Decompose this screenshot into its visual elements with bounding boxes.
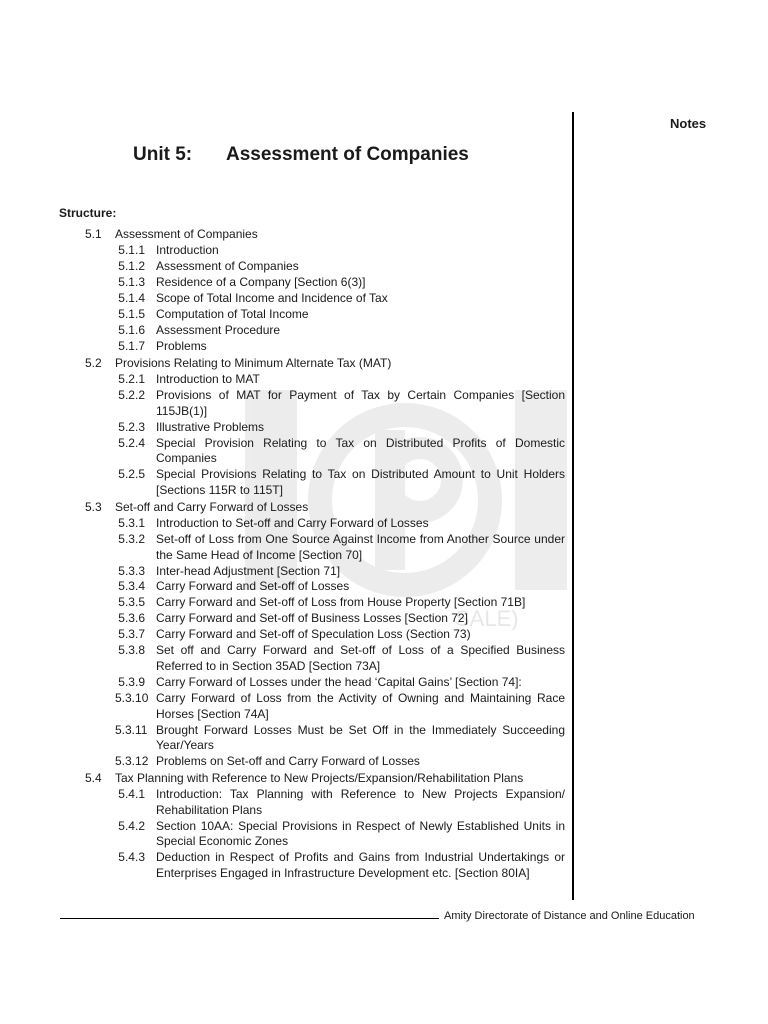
subsection-text: Introduction to MAT xyxy=(156,372,260,387)
subsection-text: Inter-head Adjustment [Section 71] xyxy=(156,563,341,578)
subsection-text: Assessment of Companies xyxy=(156,259,299,274)
subsection-text: Carry Forward of Losses under the head ‘Capital Gains’ [Section 74]: xyxy=(156,675,522,689)
subsection-number: 5.3.5 xyxy=(118,595,145,610)
unit-title: Assessment of Companies xyxy=(226,144,469,165)
subsection-number: 5.1.7 xyxy=(118,339,145,354)
subsection-text: Problems on Set-off and Carry Forward of Losses xyxy=(156,754,420,769)
subsection-item xyxy=(115,259,565,275)
subsection-number: 5.1.3 xyxy=(118,275,145,290)
subsection-item xyxy=(115,564,565,580)
subsection-number: 5.3.12 xyxy=(115,754,149,769)
subsection-number: 5.1.5 xyxy=(118,307,145,322)
section-title: Set-off and Carry Forward of Losses xyxy=(115,499,309,514)
subsection-text: Deduction in Respect of Profits and Gains from Industrial Undertakings or Enterprises Engaged in Infrastructure Development etc. [Section 80IA] xyxy=(156,850,565,880)
subsection-number: 5.4.1 xyxy=(118,787,145,802)
subsection-item xyxy=(115,691,565,722)
subsection-text: Set-off of Loss from One Source Against Income from Another Source under the Same Head of Income [Section 70] xyxy=(156,531,565,562)
subsection-text: Section 10AA: Special Provisions in Respect of Newly Established Units in Special Economic Zones xyxy=(156,818,565,849)
section-heading xyxy=(85,227,572,243)
subsection-item xyxy=(115,307,565,323)
subsection-number: 5.3.9 xyxy=(118,675,145,689)
section-heading xyxy=(85,356,572,372)
subsection-item xyxy=(115,643,565,674)
section-title: Assessment of Companies xyxy=(115,227,258,242)
subsection-text: Illustrative Problems xyxy=(156,419,265,434)
subsection-item xyxy=(115,850,565,881)
subsection-number: 5.1.1 xyxy=(118,243,145,258)
section-number: 5.4 xyxy=(85,771,102,786)
margin-rule xyxy=(572,112,574,900)
subsection-item xyxy=(115,275,565,291)
subsection-item xyxy=(115,243,565,259)
subsection-number: 5.2.1 xyxy=(118,372,145,387)
subsection-number: 5.3.11 xyxy=(115,722,148,737)
footer-text: Amity Directorate of Distance and Online Education xyxy=(444,910,695,922)
subsection-number: 5.3.3 xyxy=(118,563,145,578)
subsection-item xyxy=(115,291,565,307)
subsection-text: Carry Forward and Set-off of Speculation Loss (Section 73) xyxy=(156,627,471,642)
subsection-number: 5.1.6 xyxy=(118,323,145,338)
subsection-item xyxy=(115,787,565,818)
subsection-item xyxy=(115,467,565,498)
subsection-text: Carry Forward and Set-off of Losses xyxy=(156,579,350,594)
subsection-number: 5.1.2 xyxy=(118,259,145,274)
subsection-text: Carry Forward and Set-off of Loss from House Property [Section 71B] xyxy=(156,595,526,610)
structure-label: Structure: xyxy=(59,206,117,220)
subsection-text: Carry Forward of Loss from the Activity of Owning and Maintaining Race Horses [Section 74A] xyxy=(156,690,565,721)
section-heading xyxy=(85,771,572,787)
footer-rule xyxy=(60,918,439,919)
section-number: 5.1 xyxy=(85,227,102,242)
subsection-item xyxy=(115,532,565,563)
subsection-item xyxy=(115,675,565,691)
subsection-number: 5.3.2 xyxy=(118,531,145,546)
section-number: 5.3 xyxy=(85,499,102,514)
subsection-item xyxy=(115,723,565,754)
subsection-item xyxy=(115,819,565,850)
subsection-text: Set off and Carry Forward and Set-off of Loss of a Specified Business Referred to in Section 35AD [Section 73A] xyxy=(156,643,565,674)
subsection-item xyxy=(115,339,565,355)
subsection-item xyxy=(115,323,565,339)
subsection-text: Introduction xyxy=(156,243,219,258)
notes-label: Notes xyxy=(670,116,707,131)
subsection-item xyxy=(115,436,565,467)
subsection-number: 5.2.5 xyxy=(118,467,145,482)
subsection-text: Special Provision Relating to Tax on Distributed Profits of Domestic Companies xyxy=(156,435,565,466)
subsection-number: 5.3.10 xyxy=(115,690,149,705)
section-title: Tax Planning with Reference to New Projects/Expansion/Rehabilitation Plans xyxy=(115,771,524,786)
subsection-number: 5.3.1 xyxy=(118,515,145,530)
subsection-number: 5.3.6 xyxy=(118,611,145,626)
subsection-item xyxy=(115,420,565,436)
subsection-item xyxy=(115,627,565,643)
subsection-text: Special Provisions Relating to Tax on Distributed Amount to Unit Holders [Sections 115R to 115T] xyxy=(156,467,565,497)
subsection-text: Introduction: Tax Planning with Reference to New Projects Expansion/ Rehabilitation Plans xyxy=(156,787,565,817)
subsection-text: Assessment Procedure xyxy=(156,323,281,338)
subsection-item xyxy=(115,754,565,770)
subsection-item xyxy=(115,579,565,595)
subsection-text: Introduction to Set-off and Carry Forward of Losses xyxy=(156,515,429,530)
subsection-number: 5.2.2 xyxy=(118,388,145,403)
subsection-item xyxy=(115,372,565,388)
subsection-text: Computation of Total Income xyxy=(156,307,309,322)
subsection-item xyxy=(115,516,565,532)
subsection-number: 5.3.8 xyxy=(118,643,145,658)
unit-number: Unit 5: xyxy=(133,144,193,165)
subsection-number: 5.1.4 xyxy=(118,291,145,306)
subsection-item xyxy=(115,388,565,419)
subsection-text: Scope of Total Income and Incidence of Tax xyxy=(156,291,388,306)
subsection-text: Brought Forward Losses Must be Set Off in the Immediately Succeeding Year/Years xyxy=(156,722,565,753)
subsection-number: 5.4.2 xyxy=(118,818,145,833)
subsection-number: 5.2.3 xyxy=(118,419,145,434)
section-number: 5.2 xyxy=(85,356,102,371)
section-heading xyxy=(85,500,572,516)
subsection-item xyxy=(115,595,565,611)
subsection-text: Problems xyxy=(156,339,207,354)
subsection-text: Carry Forward and Set-off of Business Losses [Section 72] xyxy=(156,611,468,626)
page-title xyxy=(133,144,469,166)
subsection-number: 5.2.4 xyxy=(118,435,145,450)
section-title: Provisions Relating to Minimum Alternate Tax (MAT) xyxy=(115,356,392,371)
subsection-number: 5.4.3 xyxy=(118,850,145,865)
subsection-text: Provisions of MAT for Payment of Tax by Certain Companies [Section 115JB(1)] xyxy=(156,388,565,418)
subsection-number: 5.3.4 xyxy=(118,579,145,594)
table-of-contents xyxy=(0,226,572,881)
subsection-number: 5.3.7 xyxy=(118,627,145,642)
subsection-text: Residence of a Company [Section 6(3)] xyxy=(156,275,366,290)
watermark-text: SALE) xyxy=(455,606,519,630)
subsection-item xyxy=(115,611,565,627)
